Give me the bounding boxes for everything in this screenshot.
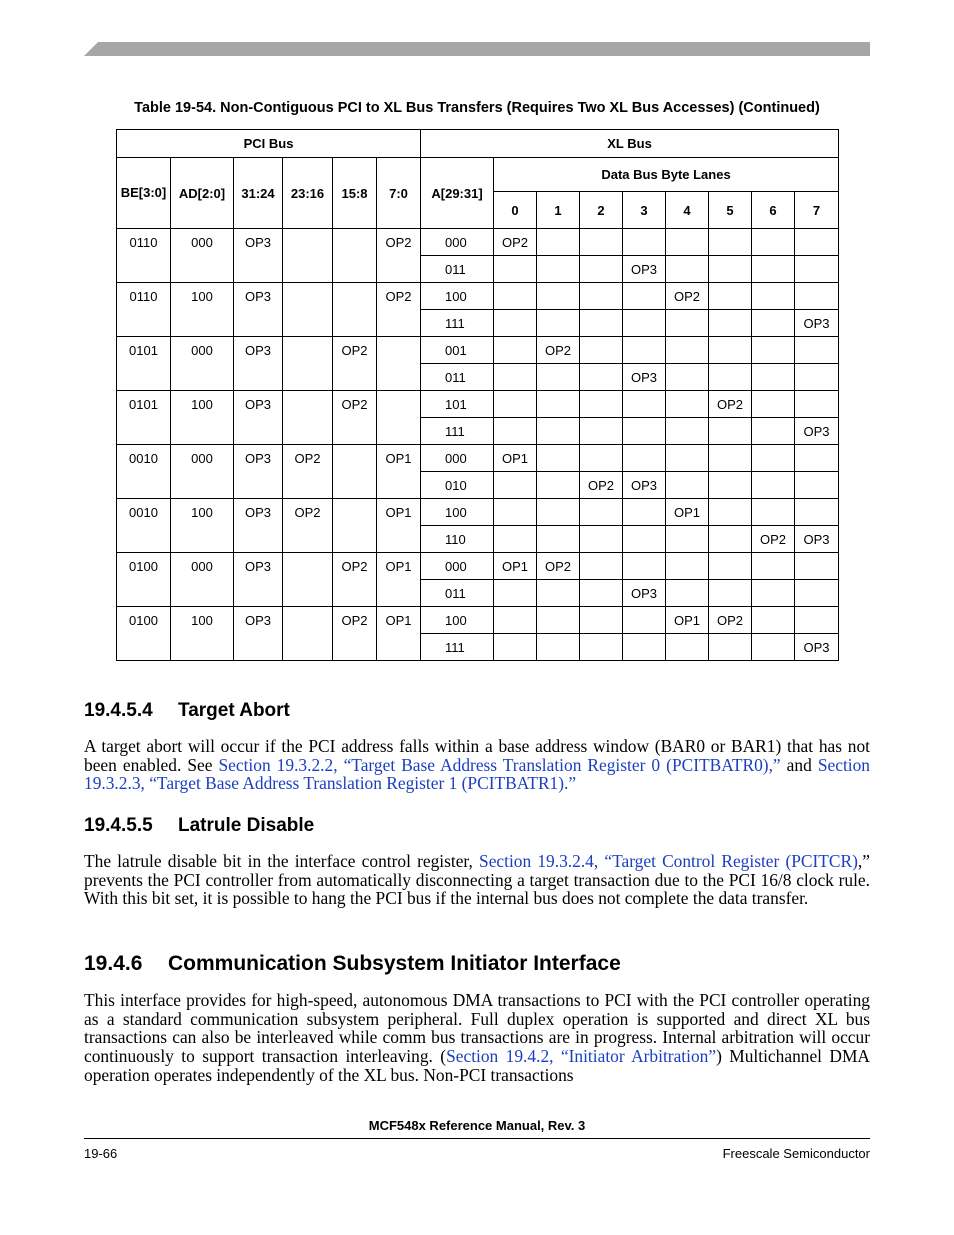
pci-lane-70-cell: [377, 337, 421, 391]
xl-lane-cell: [580, 256, 623, 283]
section-heading-target-abort: 19.4.5.4 Target Abort: [84, 700, 290, 721]
paragraph-comm-subsystem: This interface provides for high-speed, autonomous DMA transactions to PCI with the PCI controller operating as a standard communication subsystem peripheral. Full duplex operation is supported and direct XL bus transactions can also be interleaved while comm bus transactions are in progress. Internal arbitration will occur continuously to support transaction interleaving. (Section 19.4.2, “Initiator Arbitration”) Multichannel DMA operation operates independently of the XL bus. Non-PCI transactions: [84, 990, 870, 1085]
pci-lane-2316-cell: [283, 607, 333, 661]
xl-lane-cell: [494, 256, 537, 283]
xl-lane-cell: [709, 499, 752, 526]
xl-lane-cell: [537, 256, 580, 283]
a-cell: 000: [421, 553, 494, 580]
xl-lane-cell: [709, 283, 752, 310]
pci-lane-2316-cell: [283, 553, 333, 607]
xl-lane-cell: [537, 391, 580, 418]
xl-lane-cell: [580, 418, 623, 445]
a-cell: 100: [421, 283, 494, 310]
xl-lane-cell: [666, 553, 709, 580]
table-row: [117, 553, 839, 580]
section-heading-comm-subsystem: 19.4.6 Communication Subsystem Initiator Interface: [84, 952, 621, 975]
xl-lane-cell: [752, 391, 795, 418]
xl-lane-cell: [623, 499, 666, 526]
xl-lane-cell: [494, 472, 537, 499]
xl-lane-cell: [494, 337, 537, 364]
pci-bus-header: PCI Bus: [117, 130, 421, 158]
xl-lane-cell: [795, 283, 839, 310]
xl-lane-cell: [752, 256, 795, 283]
footer-divider: [84, 1138, 870, 1139]
xl-lane-cell: [666, 472, 709, 499]
xl-lane-cell: OP2: [666, 283, 709, 310]
xl-lane-cell: [494, 580, 537, 607]
lane-number-header: 5: [709, 192, 752, 229]
xl-lane-cell: [623, 337, 666, 364]
table-row: [117, 445, 839, 472]
xl-lane-cell: OP1: [666, 607, 709, 634]
lane-number-header: 6: [752, 192, 795, 229]
xl-lane-cell: [580, 310, 623, 337]
xl-lane-cell: [580, 364, 623, 391]
xl-lane-cell: [580, 634, 623, 661]
xl-lane-cell: [580, 499, 623, 526]
xl-lane-cell: [709, 310, 752, 337]
pci-lane-158-cell: [333, 229, 377, 283]
footer-manual-title: MCF548x Reference Manual, Rev. 3: [368, 1118, 586, 1133]
a-cell: 100: [421, 499, 494, 526]
pci-lane-2316-cell: [283, 337, 333, 391]
xl-lane-cell: [537, 364, 580, 391]
lane-70-header: 7:0: [377, 158, 421, 229]
be-cell: 0100: [117, 607, 171, 661]
xl-lane-cell: OP3: [623, 580, 666, 607]
link-pcitbatr0[interactable]: Section 19.3.2.2, “Target Base Address Translation Register 0 (PCITBATR0),”: [218, 754, 781, 775]
pci-lane-158-cell: OP2: [333, 553, 377, 607]
a-cell: 000: [421, 445, 494, 472]
link-pcitbatr1[interactable]: Section 19.3.2.3, “Target Base Address Translation Register 1 (PCITBATR1).”: [84, 754, 870, 794]
xl-lane-cell: [795, 472, 839, 499]
xl-lane-cell: [537, 310, 580, 337]
xl-lane-cell: [709, 337, 752, 364]
table-caption: Table 19-54. Non-Contiguous PCI to XL Bus Transfers (Requires Two XL Bus Accesses) (Continued): [134, 100, 820, 116]
header-bar: [84, 42, 870, 56]
xl-lane-cell: [580, 445, 623, 472]
a-cell: 111: [421, 634, 494, 661]
data-lanes-header: Data Bus Byte Lanes: [494, 158, 839, 192]
xl-lane-cell: OP2: [537, 553, 580, 580]
xl-lane-cell: [623, 229, 666, 256]
xl-lane-cell: OP2: [709, 391, 752, 418]
a-column-header: A[29:31]: [421, 158, 494, 229]
link-pcitcr[interactable]: Section 19.3.2.4, “Target Control Register (PCITCR): [479, 851, 858, 871]
pci-lane-70-cell: [377, 391, 421, 445]
xl-lane-cell: [752, 580, 795, 607]
pci-lane-3124-cell: OP3: [234, 391, 283, 445]
be-cell: 0110: [117, 229, 171, 283]
pci-lane-3124-cell: OP3: [234, 499, 283, 553]
paragraph-latrule: The latrule disable bit in the interface control register, Section 19.3.2.4, “Target Control Register (PCITCR),” prevents the PCI controller from automatically disconnecting a target transaction due to the PCI 16/8 clock rule. With this bit set, it is possible to hang the PCI bus if the internal bus does not complete the data transfer.: [84, 851, 870, 909]
xl-lane-cell: OP3: [623, 472, 666, 499]
pci-lane-158-cell: OP2: [333, 337, 377, 391]
a-cell: 111: [421, 418, 494, 445]
xl-lane-cell: [494, 364, 537, 391]
a-cell: 101: [421, 391, 494, 418]
xl-lane-cell: OP1: [494, 445, 537, 472]
ad-cell: 100: [171, 499, 234, 553]
xl-lane-cell: [795, 580, 839, 607]
pci-lane-2316-cell: [283, 283, 333, 337]
be-cell: 0101: [117, 337, 171, 391]
xl-lane-cell: [580, 607, 623, 634]
xl-lane-cell: [752, 418, 795, 445]
pci-lane-70-cell: OP1: [377, 607, 421, 661]
xl-lane-cell: [537, 634, 580, 661]
xl-lane-cell: [752, 337, 795, 364]
xl-lane-cell: [752, 553, 795, 580]
xl-lane-cell: [537, 607, 580, 634]
xl-lane-cell: [752, 283, 795, 310]
xl-lane-cell: [666, 229, 709, 256]
xl-lane-cell: OP3: [623, 364, 666, 391]
pci-lane-70-cell: OP2: [377, 229, 421, 283]
xl-lane-cell: [494, 418, 537, 445]
pci-lane-3124-cell: OP3: [234, 445, 283, 499]
xl-lane-cell: [795, 256, 839, 283]
pci-lane-158-cell: OP2: [333, 607, 377, 661]
pci-lane-2316-cell: [283, 229, 333, 283]
xl-lane-cell: [709, 472, 752, 499]
xl-lane-cell: [494, 526, 537, 553]
xl-lane-cell: [537, 526, 580, 553]
be-cell: 0100: [117, 553, 171, 607]
xl-lane-cell: OP2: [709, 607, 752, 634]
table-row: [117, 229, 839, 256]
a-cell: 000: [421, 229, 494, 256]
xl-lane-cell: [709, 526, 752, 553]
pci-lane-3124-cell: OP3: [234, 337, 283, 391]
pci-lane-3124-cell: OP3: [234, 229, 283, 283]
xl-lane-cell: [795, 607, 839, 634]
paragraph-target-abort: A target abort will occur if the PCI address falls within a base address window (BAR0 or BAR1) that has not been enabled. See Section 19.3.2.2, “Target Base Address Translation Register 0 (PCITBATR0),” and Section 19.3.2.3, “Target Base Address Translation Register 1 (PCITBATR1).”: [84, 736, 870, 794]
xl-lane-cell: [709, 445, 752, 472]
a-cell: 100: [421, 607, 494, 634]
ad-column-header: AD[2:0]: [171, 158, 234, 229]
ad-cell: 000: [171, 445, 234, 499]
xl-lane-cell: [494, 634, 537, 661]
xl-lane-cell: OP3: [623, 256, 666, 283]
pci-lane-70-cell: OP1: [377, 499, 421, 553]
xl-lane-cell: [709, 634, 752, 661]
xl-lane-cell: OP3: [795, 418, 839, 445]
xl-lane-cell: [580, 283, 623, 310]
xl-lane-cell: [709, 229, 752, 256]
be-cell: 0010: [117, 445, 171, 499]
xl-lane-cell: [537, 418, 580, 445]
xl-lane-cell: [752, 499, 795, 526]
lane-2316-header: 23:16: [283, 158, 333, 229]
xl-lane-cell: [752, 310, 795, 337]
xl-lane-cell: [795, 445, 839, 472]
a-cell: 011: [421, 364, 494, 391]
xl-lane-cell: [580, 526, 623, 553]
xl-lane-cell: [709, 580, 752, 607]
lane-number-header: 7: [795, 192, 839, 229]
xl-lane-cell: OP2: [580, 472, 623, 499]
footer-company: Freescale Semiconductor: [722, 1146, 870, 1161]
pci-lane-3124-cell: OP3: [234, 283, 283, 337]
xl-lane-cell: [752, 607, 795, 634]
section-heading-latrule: 19.4.5.5 Latrule Disable: [84, 815, 315, 836]
xl-lane-cell: [795, 553, 839, 580]
be-cell: 0010: [117, 499, 171, 553]
xl-lane-cell: [623, 607, 666, 634]
xl-lane-cell: [752, 445, 795, 472]
ad-cell: 000: [171, 337, 234, 391]
xl-lane-cell: OP2: [537, 337, 580, 364]
a-cell: 111: [421, 310, 494, 337]
lane-158-header: 15:8: [333, 158, 377, 229]
xl-lane-cell: [623, 634, 666, 661]
xl-lane-cell: [580, 337, 623, 364]
pci-lane-70-cell: OP1: [377, 445, 421, 499]
pci-lane-3124-cell: OP3: [234, 553, 283, 607]
xl-lane-cell: [494, 499, 537, 526]
xl-lane-cell: [752, 634, 795, 661]
xl-lane-cell: OP1: [494, 553, 537, 580]
table-row: [117, 499, 839, 526]
table-row: [117, 391, 839, 418]
xl-lane-cell: OP3: [795, 634, 839, 661]
pci-lane-70-cell: OP1: [377, 553, 421, 607]
table-row: [117, 607, 839, 634]
lane-number-header: 1: [537, 192, 580, 229]
xl-lane-cell: OP2: [752, 526, 795, 553]
ad-cell: 100: [171, 283, 234, 337]
xl-lane-cell: [580, 580, 623, 607]
xl-lane-cell: [666, 337, 709, 364]
lane-number-header: 2: [580, 192, 623, 229]
ad-cell: 000: [171, 553, 234, 607]
xl-lane-cell: OP3: [795, 526, 839, 553]
xl-bus-header: XL Bus: [421, 130, 839, 158]
a-cell: 110: [421, 526, 494, 553]
xl-lane-cell: [666, 310, 709, 337]
footer-page-number: 19-66: [84, 1146, 118, 1161]
xl-lane-cell: [795, 364, 839, 391]
xl-lane-cell: [580, 553, 623, 580]
xl-lane-cell: [623, 553, 666, 580]
xl-lane-cell: [537, 580, 580, 607]
xl-lane-cell: [666, 445, 709, 472]
pci-lane-2316-cell: OP2: [283, 445, 333, 499]
xl-lane-cell: [666, 526, 709, 553]
pci-lane-2316-cell: [283, 391, 333, 445]
pci-lane-158-cell: [333, 283, 377, 337]
xl-lane-cell: [666, 391, 709, 418]
xl-lane-cell: [537, 472, 580, 499]
table-row: [117, 283, 839, 310]
xl-lane-cell: [580, 229, 623, 256]
xl-lane-cell: OP2: [494, 229, 537, 256]
lane-3124-header: 31:24: [234, 158, 283, 229]
xl-lane-cell: [666, 364, 709, 391]
ad-cell: 100: [171, 391, 234, 445]
a-cell: 011: [421, 580, 494, 607]
xl-lane-cell: [537, 283, 580, 310]
xl-lane-cell: [537, 229, 580, 256]
xl-lane-cell: [666, 418, 709, 445]
a-cell: 010: [421, 472, 494, 499]
lane-number-header: 0: [494, 192, 537, 229]
xl-lane-cell: [709, 553, 752, 580]
xl-lane-cell: [795, 499, 839, 526]
table-row: [117, 337, 839, 364]
pci-lane-3124-cell: OP3: [234, 607, 283, 661]
xl-lane-cell: [623, 310, 666, 337]
xl-lane-cell: [494, 391, 537, 418]
xl-lane-cell: [709, 364, 752, 391]
xl-lane-cell: [623, 391, 666, 418]
a-cell: 001: [421, 337, 494, 364]
xl-lane-cell: [709, 418, 752, 445]
xl-lane-cell: [537, 499, 580, 526]
lane-number-header: 4: [666, 192, 709, 229]
xl-lane-cell: [752, 472, 795, 499]
xl-lane-cell: [666, 256, 709, 283]
be-cell: 0101: [117, 391, 171, 445]
xl-lane-cell: [752, 229, 795, 256]
xl-lane-cell: [795, 391, 839, 418]
pci-lane-158-cell: [333, 499, 377, 553]
link-initiator-arbitration[interactable]: Section 19.4.2, “Initiator Arbitration”: [446, 1046, 717, 1067]
xl-lane-cell: [494, 607, 537, 634]
xl-lane-cell: [537, 445, 580, 472]
lane-number-header: 3: [623, 192, 666, 229]
xl-lane-cell: [795, 229, 839, 256]
xl-lane-cell: [580, 391, 623, 418]
pci-lane-2316-cell: OP2: [283, 499, 333, 553]
xl-lane-cell: [494, 283, 537, 310]
xl-lane-cell: [623, 445, 666, 472]
xl-lane-cell: [494, 310, 537, 337]
pci-lane-158-cell: OP2: [333, 391, 377, 445]
a-cell: 011: [421, 256, 494, 283]
xl-lane-cell: [623, 418, 666, 445]
xl-lane-cell: [666, 634, 709, 661]
xl-lane-cell: [623, 283, 666, 310]
transfers-table: [116, 129, 839, 661]
xl-lane-cell: [623, 526, 666, 553]
xl-lane-cell: [795, 337, 839, 364]
pci-lane-158-cell: [333, 445, 377, 499]
ad-cell: 000: [171, 229, 234, 283]
xl-lane-cell: OP3: [795, 310, 839, 337]
pci-lane-70-cell: OP2: [377, 283, 421, 337]
xl-lane-cell: [752, 364, 795, 391]
xl-lane-cell: OP1: [666, 499, 709, 526]
be-cell: 0110: [117, 283, 171, 337]
xl-lane-cell: [666, 580, 709, 607]
be-column-header: BE[3:0]: [117, 158, 171, 229]
ad-cell: 100: [171, 607, 234, 661]
xl-lane-cell: [709, 256, 752, 283]
